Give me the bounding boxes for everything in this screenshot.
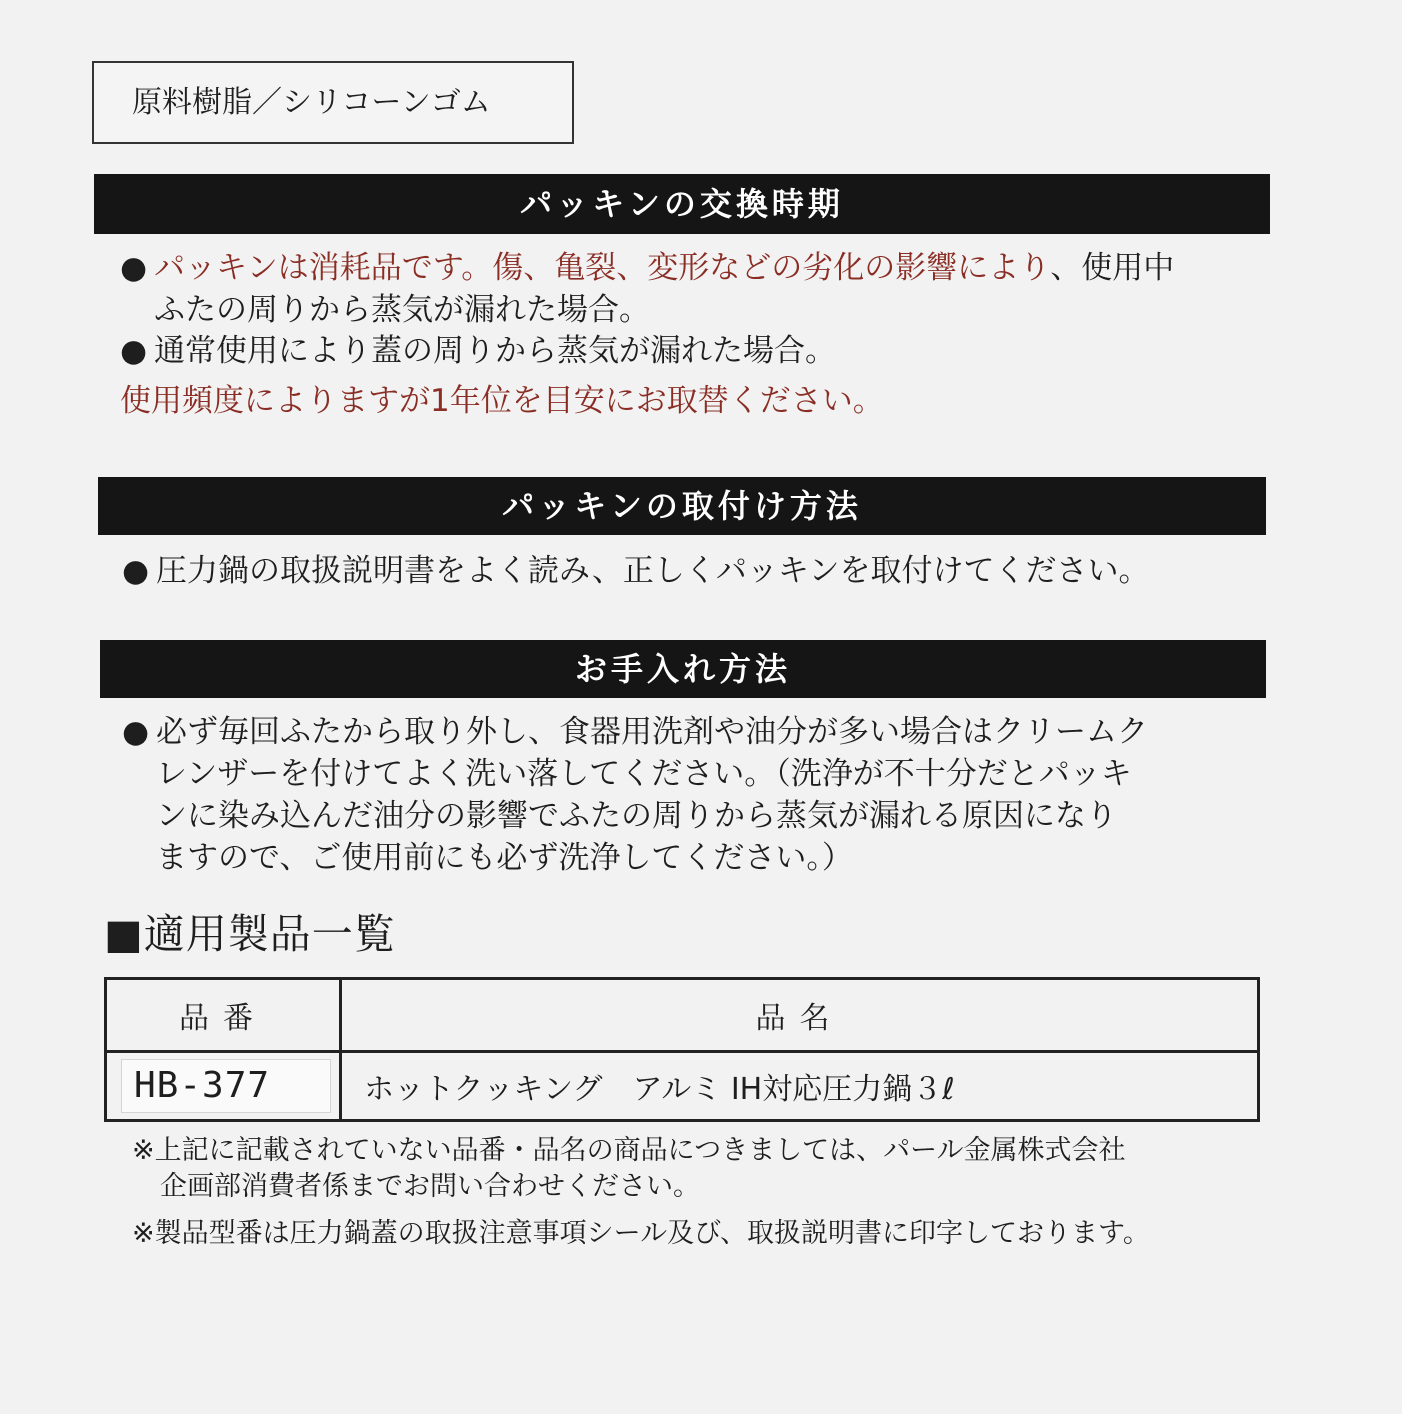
care-line-3: ンに染み込んだ油分の影響でふたの周りから蒸気が漏れる原因になり bbox=[156, 798, 1117, 834]
model-number-note: ※製品型番は圧力鍋蓋の取扱注意事項シール及び、取扱説明書に印字しております。 bbox=[132, 1218, 1150, 1249]
inquiry-note-line-1: ※上記に記載されていない品番・品名の商品につきましては、パール金属株式会社 bbox=[132, 1135, 1126, 1166]
inquiry-note bbox=[132, 1133, 1126, 1205]
care-line-4: ますので、ご使用前にも必ず洗浄してください。） bbox=[156, 840, 853, 876]
product-table bbox=[104, 977, 1260, 1122]
name-column-header: 品名 bbox=[341, 979, 1259, 1052]
table-header-row bbox=[106, 979, 1259, 1052]
consumable-warning-tail: 、使用中 bbox=[1050, 250, 1175, 286]
table-row bbox=[106, 1052, 1259, 1121]
installation-bullet-text: 圧力鍋の取扱説明書をよく読み、正しくパッキンを取付けてください。 bbox=[156, 553, 1150, 589]
inquiry-note-line-2: 企画部消費者係までお問い合わせください。 bbox=[160, 1171, 700, 1202]
code-column-header: 品番 bbox=[106, 979, 341, 1052]
care-method-header: お手入れ方法 bbox=[100, 640, 1266, 698]
product-list-title: ■適用製品一覧 bbox=[104, 910, 396, 958]
care-line-1: 必ず毎回ふたから取り外し、食器用洗剤や油分が多い場合はクリームク bbox=[156, 714, 1148, 750]
bullet-icon: ● bbox=[120, 250, 148, 286]
product-code-cell bbox=[106, 1052, 341, 1121]
product-name-cell: ホットクッキング アルミ IH対応圧力鍋３ℓ bbox=[341, 1052, 1259, 1121]
replacement-bullet-1 bbox=[120, 247, 1280, 331]
material-label: 原料樹脂／シリコーンゴム bbox=[92, 61, 574, 144]
installation-method-header: パッキンの取付け方法 bbox=[98, 477, 1266, 535]
bullet-icon: ● bbox=[122, 553, 150, 589]
replacement-bullet-2-text: 通常使用により蓋の周りから蒸気が漏れた場合。 bbox=[154, 333, 836, 369]
replacement-bullet-2 bbox=[120, 330, 1280, 372]
care-line-2: レンザーを付けてよく洗い落してください。（洗浄が不十分だとパッキ bbox=[156, 756, 1132, 792]
installation-bullet bbox=[122, 550, 1282, 592]
consumable-warning-text: パッキンは消耗品です。傷、亀裂、変形などの劣化の影響により bbox=[154, 250, 1051, 286]
replacement-timing-header: パッキンの交換時期 bbox=[94, 174, 1270, 234]
replacement-bullet-1-line-2: ふたの周りから蒸気が漏れた場合。 bbox=[154, 292, 650, 328]
product-code-sticker: HB-377 bbox=[121, 1059, 331, 1113]
care-bullet bbox=[122, 711, 1282, 879]
bullet-icon: ● bbox=[122, 714, 150, 750]
bullet-icon: ● bbox=[120, 333, 148, 369]
replacement-guideline-note: 使用頻度によりますが1年位を目安にお取替ください。 bbox=[120, 383, 884, 419]
replacement-bullet-1-line-1 bbox=[154, 247, 1280, 289]
